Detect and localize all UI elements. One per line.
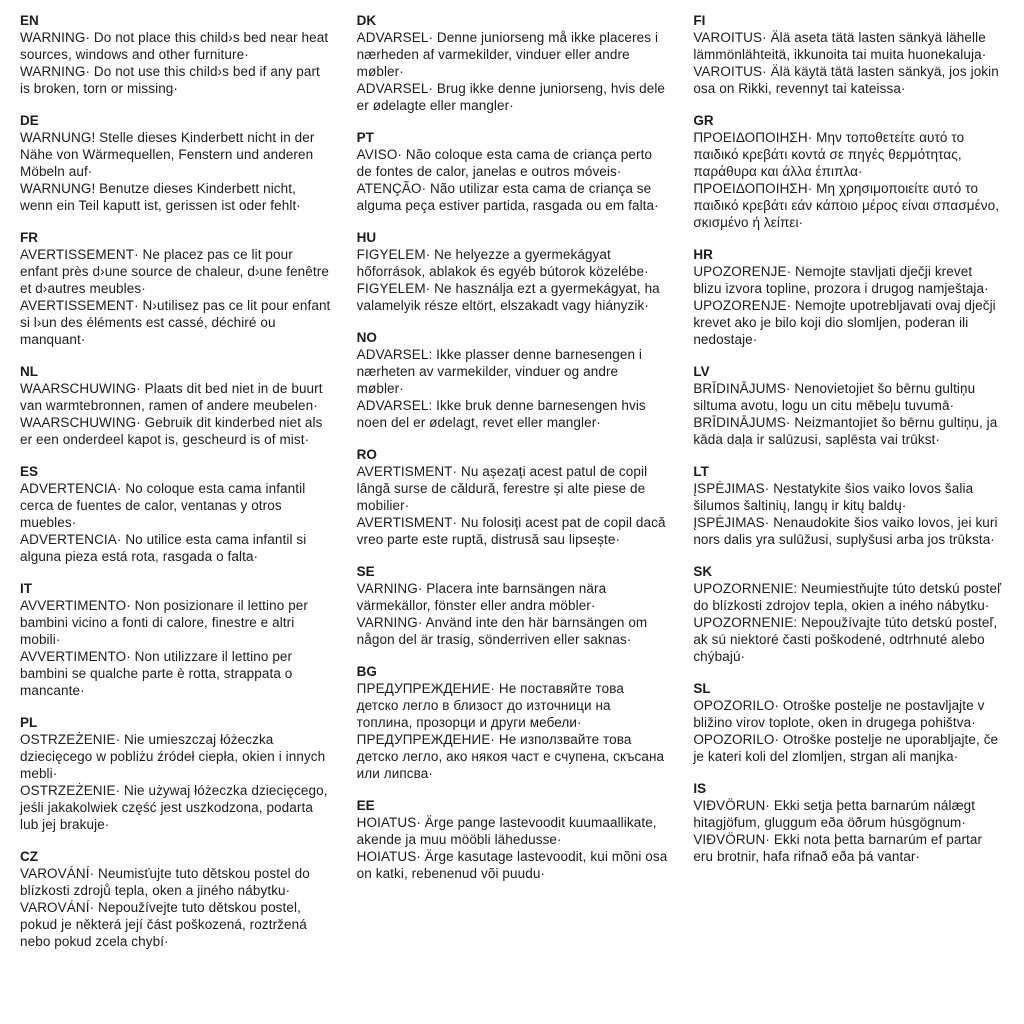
warning-paragraph: WAARSCHUWING· Gebruik dit kinderbed niet als er een onderdeel kapot is, gescheurd is of mist· <box>20 415 323 447</box>
warning-paragraph: WAARSCHUWING· Plaats dit bed niet in de buurt van warmtebronnen, ramen of andere meubelen· <box>20 381 323 413</box>
warning-paragraph: ATENÇÃO· Não utilizar esta cama de criança se alguma peça estiver partida, rasgada ou em falta· <box>356 181 659 213</box>
warning-paragraph: ĮSPĖJIMAS· Nenaudokite šios vaiko lovos, jei kuri nors dalis yra sulūžusi, suplyšusi arba jos trūksta· <box>693 515 998 547</box>
warning-paragraph: VAROITUS· Älä käytä tätä lasten sänkyä, jos jokin osa on Rikki, revennyt tai kateissa· <box>693 64 999 96</box>
language-section-sl <box>693 680 1004 765</box>
language-section-dk <box>357 12 668 114</box>
language-code-label: IT <box>20 581 32 596</box>
warning-paragraph: ADVARSEL: Ikke plasser denne barnesengen i nærheten av varmekilder, vinduer og andre møbler· <box>356 347 643 396</box>
language-code-label: SL <box>693 681 711 696</box>
language-section-hr <box>693 246 1004 348</box>
language-section-hu <box>357 229 668 314</box>
warning-paragraph: BRĪDINĀJUMS· Nenovietojiet šo bērnu gultiņu siltuma avotu, logu un citu mēbeļu tuvumā· <box>693 381 976 413</box>
language-section-bg <box>357 663 668 782</box>
warning-paragraph: ADVERTENCIA· No coloque esta cama infantil cerca de fuentes de calor, ventanas y otros muebles· <box>20 481 306 530</box>
language-code-label: SE <box>356 564 375 579</box>
warning-paragraph: HOIATUS· Ärge pange lastevoodit kuumaallikate, akende ja muu mööbli lähedusse· <box>356 815 657 847</box>
language-code-label: HR <box>693 247 713 262</box>
warning-paragraph: UPOZORENJE· Nemojte upotrebljavati ovaj dječji krevet ako je bilo koji dio slomljen, poderan ili nedostaje· <box>693 298 996 347</box>
warning-paragraph: VAROVÁNÍ· Nepoužívejte tuto dětskou postel, pokud je některá její část poškozená, roztržená nebo pokud zcela chybí· <box>20 900 307 949</box>
language-code-label: DK <box>356 13 377 28</box>
language-section-no <box>357 329 668 431</box>
language-section-fr <box>20 229 331 348</box>
language-code-label: IS <box>693 781 707 796</box>
warning-paragraph: WARNING· Do not use this child›s bed if any part is broken, torn or missing· <box>20 64 320 96</box>
language-section-lv <box>693 363 1004 448</box>
text-column-2 <box>357 12 668 897</box>
language-section-ee <box>357 797 668 882</box>
language-code-label: CZ <box>20 849 38 864</box>
language-section-lt <box>693 463 1004 548</box>
warning-paragraph: AVERTISSEMENT· Ne placez pas ce lit pour enfant près d›une source de chaleur, d›une fenêtre et d›autres meubles· <box>20 247 329 296</box>
warning-paragraph: OSTRZEŻENIE· Nie używaj łóżeczka dziecięcego, jeśli jakakolwiek część jest uszkodzona, podarta lub jej brakuje· <box>20 783 328 832</box>
warning-paragraph: UPOZORNENIE: Neumiestňujte túto detskú posteľ do blízkosti zdrojov tepla, okien a iného nábytku· <box>693 581 1002 613</box>
warning-paragraph: ПРЕДУПРЕЖДЕНИЕ· Не използвайте това детско легло, ако някоя част е счупена, скъсана или липсва· <box>356 732 665 781</box>
language-code-label: DE <box>20 113 39 128</box>
language-section-gr <box>693 112 1004 231</box>
language-code-label: GR <box>693 113 714 128</box>
language-section-es <box>20 463 331 565</box>
warning-paragraph: ADVARSEL· Brug ikke denne juniorseng, hvis dele er ødelagte eller mangler· <box>356 81 666 113</box>
language-code-label: EE <box>356 798 375 813</box>
language-section-ro <box>357 446 668 548</box>
warning-paragraph: FIGYELEM· Ne használja ezt a gyermekágyat, ha valamelyik része eltört, elszakadt vagy hiányzik· <box>356 281 660 313</box>
language-code-label: PL <box>20 715 38 730</box>
warning-paragraph: ĮSPĖJIMAS· Nestatykite šios vaiko lovos šalia šilumos šaltinių, langų ir kitų baldų· <box>693 481 974 513</box>
warning-paragraph: UPOZORNENIE: Nepoužívajte túto detskú posteľ, ak sú niektoré časti poškodené, odtrhnuté alebo chýbajú· <box>693 615 998 664</box>
language-code-label: BG <box>356 664 377 679</box>
warning-paragraph: VARNING· Placera inte barnsängen nära värmekällor, fönster eller andra möbler· <box>356 581 607 613</box>
warning-paragraph: ADVARSEL: Ikke bruk denne barnesengen hvis noen del er ødelagt, revet eller mangler· <box>356 398 646 430</box>
language-code-label: LT <box>693 464 709 479</box>
warning-paragraph: ADVERTENCIA· No utilice esta cama infantil si alguna pieza está rota, rasgada o falta· <box>20 532 307 564</box>
language-code-label: HU <box>356 230 377 245</box>
warning-paragraph: WARNING· Do not place this child›s bed near heat sources, windows and other furniture· <box>20 30 329 62</box>
language-section-is <box>693 780 1004 865</box>
warning-paragraph: UPOZORENJE· Nemojte stavljati dječji krevet blizu izvora topline, prozora i drugog namještaja· <box>693 264 989 296</box>
warning-paragraph: AVERTISMENT· Nu așezați acest patul de copil lângă surse de căldură, ferestre și alte piese de mobilier· <box>356 464 648 513</box>
language-code-label: FI <box>693 13 706 28</box>
warning-paragraph: ADVARSEL· Denne juniorseng må ikke placeres i nærheden af varmekilder, vinduer eller andre møbler· <box>356 30 659 79</box>
warning-paragraph: VAROVÁNÍ· Neumisťujte tuto dětskou postel do blízkosti zdrojů tepla, oken a jiného nábytku· <box>20 866 310 898</box>
warning-paragraph: AVISO· Não coloque esta cama de criança perto de fontes de calor, janelas e outros móveis· <box>356 147 653 179</box>
language-code-label: FR <box>20 230 38 245</box>
warning-paragraph: OPOZORILO· Otroške postelje ne postavljajte v bližino virov toplote, oken in drugega pohištva· <box>693 698 985 730</box>
warning-paragraph: AVERTISSEMENT· N›utilisez pas ce lit pour enfant si l›un des éléments est cassé, déchiré ou manquant· <box>20 298 331 347</box>
warning-paragraph: ΠΡΟΕΙΔΟΠΟΙΗΣΗ· Μην τοποθετείτε αυτό το παιδικό κρεβάτι κοντά σε πηγές θερμότητας, παράθυρα και άλλα έπιπλα· <box>693 130 965 179</box>
warning-paragraph: VIÐVÖRUN· Ekki nota þetta barnarúm ef partar eru brotnir, hafa rifnað eða þá vantar· <box>693 832 983 864</box>
warning-paragraph: VAROITUS· Älä aseta tätä lasten sänkyä lähelle lämmönlähteitä, ikkunoita tai muita huonekaluja· <box>693 30 987 62</box>
warning-paragraph: AVERTISMENT· Nu folosiți acest pat de copil dacă vreo parte este ruptă, distrusă sau lipsește· <box>356 515 666 547</box>
warning-paragraph: OSTRZEŻENIE· Nie umieszczaj łóżeczka dziecięcego w pobliżu źródeł ciepła, okien i innych mebli· <box>20 732 326 781</box>
language-section-nl <box>20 363 331 448</box>
language-section-it <box>20 580 331 699</box>
language-section-sk <box>693 563 1004 665</box>
language-code-label: LV <box>693 364 710 379</box>
warning-paragraph: WARNUNG! Stelle dieses Kinderbett nicht in der Nähe von Wärmequellen, Fenstern und anderen Möbeln auf· <box>20 130 315 179</box>
language-section-fi <box>693 12 1004 97</box>
language-code-label: RO <box>356 447 377 462</box>
language-code-label: SK <box>693 564 713 579</box>
warning-paragraph: ПРЕДУПРЕЖДЕНИЕ· Не поставяйте това детско легло в близост до източници на топлина, прозорци и други мебели· <box>356 681 625 730</box>
language-code-label: EN <box>20 13 39 28</box>
language-section-se <box>357 563 668 648</box>
language-section-cz <box>20 848 331 950</box>
language-code-label: NO <box>356 330 377 345</box>
language-section-pt <box>357 129 668 214</box>
warning-paragraph: BRĪDINĀJUMS· Neizmantojiet šo bērnu gultiņu, ja kāda daļa ir salūzusi, saplēsta vai trūkst· <box>693 415 998 447</box>
language-section-de <box>20 112 331 214</box>
warning-paragraph: VARNING· Använd inte den här barnsängen om någon del är trasig, sönderriven eller saknas· <box>356 615 648 647</box>
warning-paragraph: HOIATUS· Ärge kasutage lastevoodit, kui mõni osa on katki, rebenenud või puudu· <box>356 849 668 881</box>
language-section-en <box>20 12 331 97</box>
text-column-1 <box>20 12 331 965</box>
language-code-label: NL <box>20 364 38 379</box>
text-column-3 <box>693 12 1004 880</box>
warning-paragraph: FIGYELEM· Ne helyezze a gyermekágyat hőforrások, ablakok és egyéb bútorok közelébe· <box>356 247 649 279</box>
warning-paragraph: ΠΡΟΕΙΔΟΠΟΙΗΣΗ· Μη χρησιμοποιείτε αυτό το παιδικό κρεβάτι εάν κάποιο μέρος είναι σπασμένο, σκισμένο ή λείπει· <box>693 181 1000 230</box>
warning-paragraph: WARNUNG! Benutze dieses Kinderbett nicht, wenn ein Teil kaputt ist, gerissen ist oder fehlt· <box>20 181 301 213</box>
language-section-pl <box>20 714 331 833</box>
warning-paragraph: AVVERTIMENTO· Non utilizzare il lettino per bambini se qualche parte è rotta, strappata o mancante· <box>20 649 293 698</box>
language-code-label: PT <box>356 130 374 145</box>
warning-paragraph: OPOZORILO· Otroške postelje ne uporabljajte, če je kateri koli del zlomljen, strgan ali manjka· <box>693 732 999 764</box>
warning-paragraph: AVVERTIMENTO· Non posizionare il lettino per bambini vicino a fonti di calore, finestre e altri mobili· <box>20 598 309 647</box>
warning-paragraph: VIÐVÖRUN· Ekki setja þetta barnarúm nálægt hitagjöfum, gluggum eða öðrum húsgögnum· <box>693 798 976 830</box>
language-code-label: ES <box>20 464 39 479</box>
